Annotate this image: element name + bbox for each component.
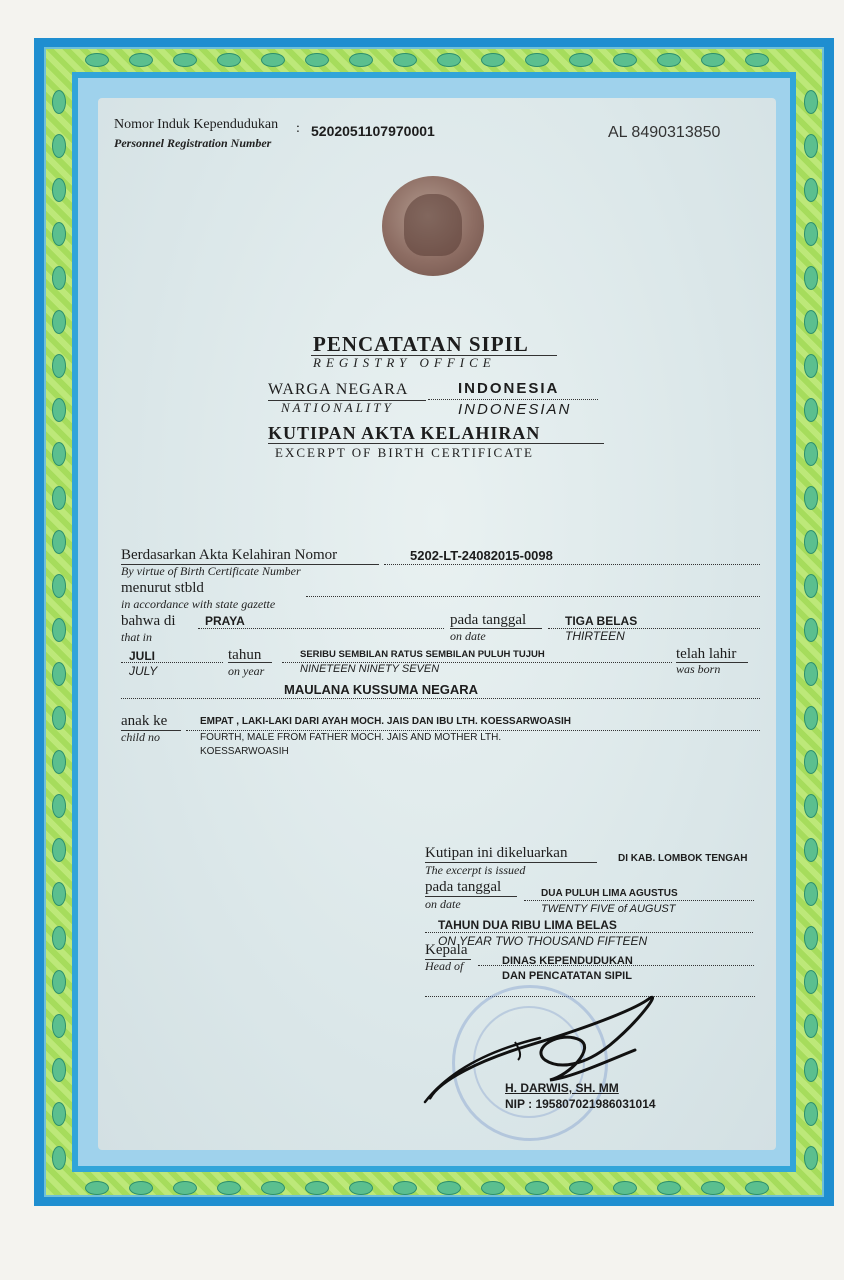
child-order-sublabel: child no xyxy=(121,730,160,744)
year-label: tahun xyxy=(228,647,262,663)
document-title: KUTIPAN AKTA KELAHIRAN xyxy=(268,423,541,443)
issue-date-value-en: TWENTY FIVE of AUGUST xyxy=(541,903,676,915)
border-ornament-icon xyxy=(52,926,66,950)
border-ornament-icon xyxy=(173,1181,197,1195)
issue-year-value: TAHUN DUA RIBU LIMA BELAS xyxy=(438,918,617,932)
month-value-en: JULY xyxy=(129,664,158,678)
border-ornament-icon xyxy=(217,53,241,67)
border-ornament-icon xyxy=(52,222,66,246)
border-ornament-icon xyxy=(437,53,461,67)
born-label: telah lahir xyxy=(676,646,737,662)
border-ornament-icon xyxy=(613,53,637,67)
cert-number-value: 5202-LT-24082015-0098 xyxy=(410,548,553,563)
border-ornament-icon xyxy=(52,178,66,202)
border-ornament-icon xyxy=(52,486,66,510)
border-ornament-icon xyxy=(804,530,818,554)
border-ornament-icon xyxy=(804,706,818,730)
border-ornament-icon xyxy=(52,354,66,378)
border-ornament-icon xyxy=(52,310,66,334)
border-ornament-icon xyxy=(52,134,66,158)
border-ornament-icon xyxy=(613,1181,637,1195)
border-ornament-icon xyxy=(804,178,818,202)
border-ornament-icon xyxy=(261,53,285,67)
issued-label: Kutipan ini dikeluarkan xyxy=(425,845,568,861)
border-ornament-icon xyxy=(85,1181,109,1195)
child-name-value: MAULANA KUSSUMA NEGARA xyxy=(284,682,479,697)
border-ornament-icon xyxy=(804,90,818,114)
border-ornament-icon xyxy=(52,1058,66,1082)
head-value-2: DAN PENCATATAN SIPIL xyxy=(502,970,632,982)
border-ornament-icon xyxy=(804,486,818,510)
place-sublabel: that in xyxy=(121,630,153,644)
issue-date-value: DUA PULUH LIMA AGUSTUS xyxy=(541,888,678,899)
border-ornament-icon xyxy=(804,310,818,334)
border-ornament-icon xyxy=(52,442,66,466)
border-ornament-icon xyxy=(804,1102,818,1126)
border-ornament-icon xyxy=(804,838,818,862)
office-title: PENCATATAN SIPIL xyxy=(313,332,529,356)
office-title-en: REGISTRY OFFICE xyxy=(313,355,496,370)
border-ornament-icon xyxy=(52,530,66,554)
border-ornament-icon xyxy=(305,53,329,67)
border-ornament-icon xyxy=(804,882,818,906)
child-order-label: anak ke xyxy=(121,713,168,729)
border-ornament-icon xyxy=(52,706,66,730)
document-title-en: EXCERPT OF BIRTH CERTIFICATE xyxy=(275,445,534,460)
cert-number-sublabel: By virtue of Birth Certificate Number xyxy=(121,564,301,578)
border-ornament-icon xyxy=(52,618,66,642)
issue-date-label: pada tanggal xyxy=(425,879,502,895)
born-sublabel: was born xyxy=(676,662,721,676)
issued-value: DI KAB. LOMBOK TENGAH xyxy=(618,853,748,864)
border-ornament-icon xyxy=(349,1181,373,1195)
nik-sublabel: Personnel Registration Number xyxy=(114,136,272,150)
border-ornament-icon xyxy=(52,838,66,862)
date-label: pada tanggal xyxy=(450,612,527,628)
border-ornament-icon xyxy=(173,53,197,67)
place-label: bahwa di xyxy=(121,613,176,629)
day-value: TIGA BELAS xyxy=(565,614,638,628)
cert-number-label: Berdasarkan Akta Kelahiran Nomor xyxy=(121,547,338,563)
stbld-sublabel: in accordance with state gazette xyxy=(121,597,276,611)
stbld-label: menurut stbld xyxy=(121,580,204,596)
child-order-value-en-2: KOESSARWOASIH xyxy=(200,746,289,757)
issue-date-sublabel: on date xyxy=(425,897,461,911)
border-ornament-icon xyxy=(804,442,818,466)
border-ornament-icon xyxy=(657,1181,681,1195)
year-sublabel: on year xyxy=(228,664,265,678)
border-ornament-icon xyxy=(52,750,66,774)
nationality-label-en: NATIONALITY xyxy=(281,400,394,415)
border-ornament-icon xyxy=(804,574,818,598)
serial-number: AL 8490313850 xyxy=(608,124,721,141)
border-ornament-icon xyxy=(481,53,505,67)
border-ornament-icon xyxy=(129,53,153,67)
border-ornament-icon xyxy=(657,53,681,67)
border-ornament-icon xyxy=(52,574,66,598)
border-ornament-icon xyxy=(804,750,818,774)
nationality-value: INDONESIA xyxy=(458,380,560,397)
border-ornament-icon xyxy=(804,1014,818,1038)
border-ornament-icon xyxy=(305,1181,329,1195)
year-value: SERIBU SEMBILAN RATUS SEMBILAN PULUH TUJUH xyxy=(300,649,545,660)
issue-year-value-en: ON YEAR TWO THOUSAND FIFTEEN xyxy=(438,934,648,948)
child-order-value: EMPAT , LAKI-LAKI DARI AYAH MOCH. JAIS DAN IBU LTH. KOESSARWOASIH xyxy=(200,716,571,727)
border-ornament-icon xyxy=(52,1146,66,1170)
nik-value: 5202051107970001 xyxy=(311,123,435,139)
border-ornament-icon xyxy=(481,1181,505,1195)
border-ornament-icon xyxy=(804,926,818,950)
head-sublabel: Head of xyxy=(425,959,464,973)
border-ornament-icon xyxy=(804,398,818,422)
border-ornament-icon xyxy=(804,794,818,818)
border-ornament-icon xyxy=(261,1181,285,1195)
head-value-1: DINAS KEPENDUDUKAN xyxy=(502,955,633,967)
border-ornament-icon xyxy=(701,1181,725,1195)
border-ornament-icon xyxy=(393,53,417,67)
border-ornament-icon xyxy=(52,398,66,422)
border-ornament-icon xyxy=(745,1181,769,1195)
border-ornament-icon xyxy=(804,662,818,686)
border-ornament-icon xyxy=(52,794,66,818)
border-ornament-icon xyxy=(804,134,818,158)
border-ornament-icon xyxy=(52,882,66,906)
border-ornament-icon xyxy=(52,970,66,994)
border-ornament-icon xyxy=(804,1146,818,1170)
border-ornament-icon xyxy=(525,53,549,67)
issued-sublabel: The excerpt is issued xyxy=(425,863,526,877)
month-value: JULI xyxy=(129,649,156,663)
nik-label: Nomor Induk Kependudukan xyxy=(114,117,279,132)
border-ornament-icon xyxy=(52,90,66,114)
day-value-en: THIRTEEN xyxy=(565,629,625,643)
border-ornament-icon xyxy=(804,618,818,642)
border-ornament-icon xyxy=(569,1181,593,1195)
date-sublabel: on date xyxy=(450,629,486,643)
place-value: PRAYA xyxy=(205,614,245,628)
nik-colon: : xyxy=(296,121,300,136)
border-ornament-icon xyxy=(393,1181,417,1195)
border-ornament-icon xyxy=(52,1014,66,1038)
border-ornament-icon xyxy=(217,1181,241,1195)
border-ornament-icon xyxy=(437,1181,461,1195)
border-ornament-icon xyxy=(525,1181,549,1195)
border-ornament-icon xyxy=(52,662,66,686)
border-ornament-icon xyxy=(804,266,818,290)
nationality-label: WARGA NEGARA xyxy=(268,381,409,398)
nationality-value-en: INDONESIAN xyxy=(458,401,572,418)
head-label: Kepala xyxy=(425,942,468,958)
border-ornament-icon xyxy=(569,53,593,67)
year-value-en: NINETEEN NINETY SEVEN xyxy=(300,663,440,675)
official-name: H. DARWIS, SH. MM xyxy=(505,1081,619,1095)
border-ornament-icon xyxy=(52,1102,66,1126)
child-order-value-en-1: FOURTH, MALE FROM FATHER MOCH. JAIS AND MOTHER LTH. xyxy=(200,732,502,743)
border-ornament-icon xyxy=(804,970,818,994)
border-ornament-icon xyxy=(745,53,769,67)
border-ornament-icon xyxy=(804,1058,818,1082)
official-nip: NIP : 195807021986031014 xyxy=(505,1097,656,1111)
border-ornament-icon xyxy=(52,266,66,290)
border-ornament-icon xyxy=(804,354,818,378)
border-ornament-icon xyxy=(85,53,109,67)
border-ornament-icon xyxy=(349,53,373,67)
garuda-emblem-icon xyxy=(382,176,484,276)
border-ornament-icon xyxy=(129,1181,153,1195)
border-ornament-icon xyxy=(804,222,818,246)
border-ornament-icon xyxy=(701,53,725,67)
